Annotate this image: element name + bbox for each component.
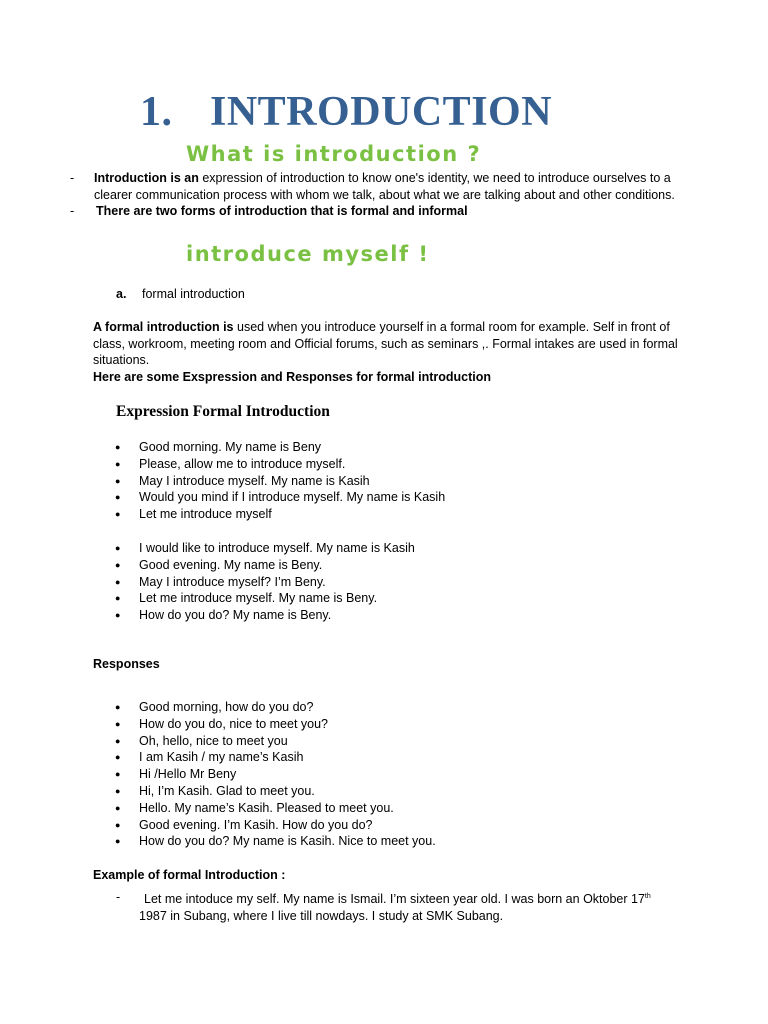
bullet-icon: ● [115,492,121,503]
list-item: ● Good morning. My name is Beny [115,440,322,454]
intro-forms: There are two forms of introduction that is formal and informal [96,204,468,218]
bullet-icon: ● [115,735,121,746]
list-item: ● Hi, I’m Kasih. Glad to meet you. [115,783,315,798]
dash-marker: - [70,204,75,218]
list-item: ● Good morning, how do you do? [115,700,314,714]
list-item: ● Please, allow me to introduce myself. [115,456,346,471]
bullet-icon: ● [115,593,121,604]
bullet-icon: ● [115,610,121,621]
list-item: ● May I introduce myself? I’m Beny. [115,574,326,589]
intro-rest: expression of introduction to know one's identity, we need to introduce ourselves to a clearer communication process with whom we talk, about what we are talking about and other conditions. [94,171,675,202]
bullet-icon: ● [115,442,121,452]
list-item: ● May I introduce myself. My name is Kasih [115,473,370,488]
bullet-icon: ● [115,458,121,469]
list-item: ● How do you do? My name is Kasih. Nice to meet you. [115,834,436,849]
list-item: ● Good evening. My name is Beny. [115,557,323,572]
list-item: ● I would like to introduce myself. My name is Kasih [115,541,415,555]
list-item: ● How do you do, nice to meet you? [115,716,329,731]
title-text: INTRODUCTION [210,89,553,135]
list-item: ● Good evening. I’m Kasih. How do you do? [115,817,373,832]
section-a [116,286,245,303]
bullet-icon: ● [115,802,121,813]
example-text-2: 1987 in Subang, where I live till nowdays. I study at SMK Subang. [139,908,504,923]
list-item: ● Let me introduce myself. My name is Beny. [115,591,378,606]
intro-paragraph [70,170,690,220]
list-item: ● How do you do? My name is Beny. [115,608,332,623]
expressions-list-1 [115,439,446,523]
page-title [140,88,552,136]
formal-rest: used when you introduce yourself in a formal room for example. Self in front of class, workroom, meeting room and Official forums, such as seminars ,. Formal intakes are used in formal situations. [93,320,678,367]
example-paragraph [116,889,696,924]
dash-marker: - [70,171,75,185]
formal-paragraph [93,319,681,385]
list-item: ● Would you mind if I introduce myself. My name is Kasih [115,490,446,505]
bullet-icon: ● [115,718,121,729]
list-item: ● I am Kasih / my name’s Kasih [115,750,304,765]
expression-heading: Expression Formal Introduction [116,403,330,420]
bullet-icon: ● [115,475,121,486]
bullet-icon: ● [115,702,121,712]
subtitle-what-is-introduction: What is introduction ? [186,142,482,166]
bullet-icon: ● [115,509,121,520]
expressions-list-2 [115,540,415,624]
example-heading: Example of formal Introduction : [93,868,286,882]
intro-lead: Introduction is an [94,171,199,185]
section-a-label: formal introduction [142,287,245,301]
subtitle-introduce-myself: introduce myself ! [186,242,430,266]
bullet-icon: ● [115,576,121,587]
bullet-icon: ● [115,769,121,780]
formal-lead: A formal introduction is [93,320,234,334]
example-text-1: Let me intoduce my self. My name is Ismail. I’m sixteen year old. I was born an Oktober 17 [144,892,645,907]
bullet-icon: ● [115,819,121,830]
list-item: ● Let me introduce myself [115,507,272,522]
list-item: ● Hi /Hello Mr Beny [115,767,237,782]
bullet-icon: ● [115,752,121,763]
bullet-icon: ● [115,559,121,570]
responses-list [115,699,436,850]
expressions-intro-line: Here are some Exspression and Responses for formal introduction [93,369,492,384]
responses-heading: Responses [93,657,160,671]
bullet-icon: ● [115,785,121,796]
dash-marker: - [116,890,121,904]
title-number: 1. [140,89,173,135]
section-a-letter: a. [116,287,127,301]
list-item: ● Hello. My name’s Kasih. Pleased to meet you. [115,800,394,815]
example-sup: th [644,893,651,900]
list-item: ● Oh, hello, nice to meet you [115,733,288,748]
bullet-icon: ● [115,836,121,847]
bullet-icon: ● [115,543,121,553]
